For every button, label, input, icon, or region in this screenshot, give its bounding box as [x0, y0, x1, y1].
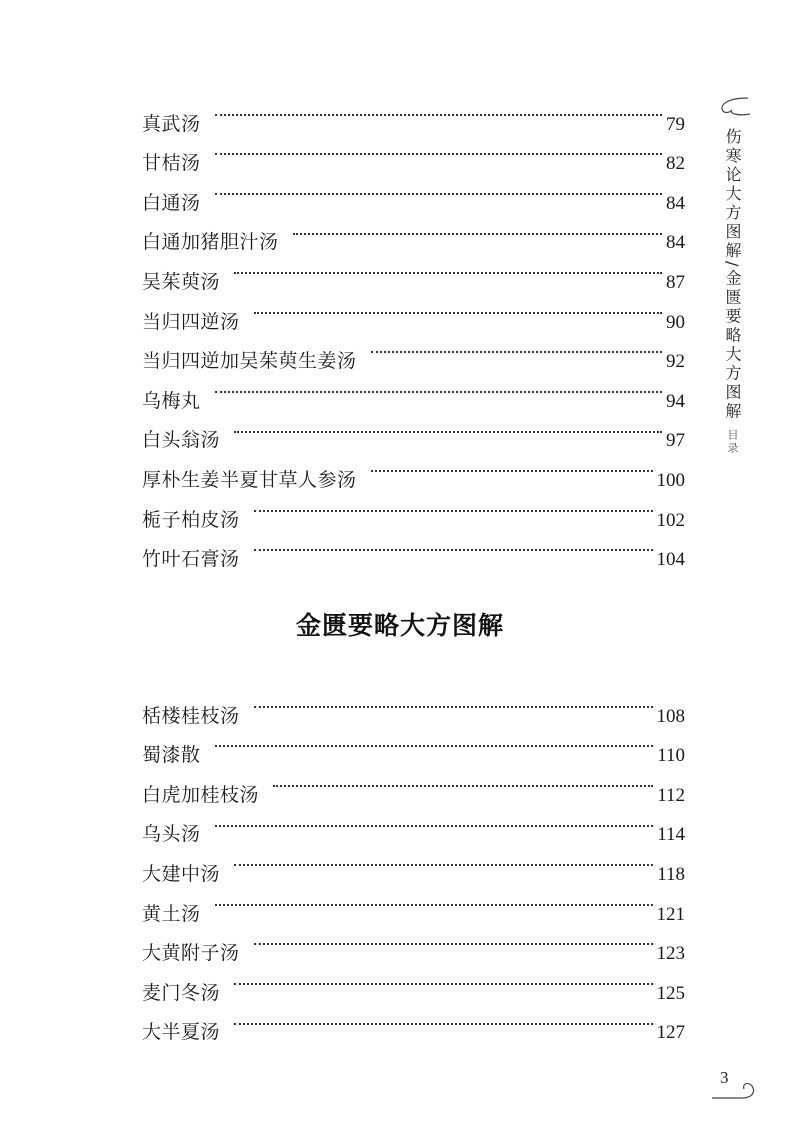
- toc-entry-page: 123: [656, 943, 685, 965]
- toc-entry-title: 白通汤: [142, 191, 201, 214]
- dot-leader: [234, 840, 653, 880]
- toc-entry[interactable]: [142, 130, 685, 175]
- toc-entry-page: 79: [666, 113, 685, 135]
- dot-leader: [254, 682, 653, 722]
- toc-entry[interactable]: [142, 209, 685, 254]
- toc-entry[interactable]: [142, 880, 685, 925]
- dot-leader: [215, 169, 662, 209]
- toc-entry-page: 121: [656, 903, 685, 925]
- section-label: 目录: [726, 429, 739, 456]
- dot-leader: [215, 880, 653, 920]
- toc-entry[interactable]: [142, 446, 685, 491]
- toc-entry-page: 97: [666, 430, 685, 452]
- running-head: [720, 128, 744, 455]
- dot-leader: [234, 407, 662, 447]
- toc-entry-title: 大建中汤: [142, 862, 221, 885]
- toc-entry[interactable]: [142, 761, 685, 806]
- toc-entry-page: 82: [666, 153, 685, 175]
- toc-entry-title: 白头翁汤: [142, 429, 221, 452]
- dot-leader: [371, 446, 653, 486]
- toc-entry[interactable]: [142, 682, 685, 727]
- toc-entry-page: 94: [666, 390, 685, 412]
- toc-entry[interactable]: [142, 801, 685, 846]
- corner-ornament-bottom: [712, 1072, 762, 1102]
- dot-leader: [215, 90, 662, 130]
- dot-leader: [371, 328, 662, 368]
- toc-entry-page: 100: [656, 469, 685, 491]
- toc-entry-page: 104: [656, 549, 685, 571]
- toc-list-part2: [142, 682, 685, 1044]
- dot-leader: [215, 801, 654, 841]
- toc-entry[interactable]: [142, 288, 685, 333]
- toc-entry-title: 当归四逆加吴茱萸生姜汤: [142, 350, 357, 373]
- dot-leader: [215, 722, 654, 762]
- toc-entry-title: 白虎加桂枝汤: [142, 783, 260, 806]
- toc-entry-title: 当归四逆汤: [142, 310, 240, 333]
- corner-ornament-top: [718, 96, 754, 118]
- toc-entry-page: 110: [657, 745, 685, 767]
- toc-entry-title: 甘桔汤: [142, 152, 201, 175]
- toc-entry[interactable]: [142, 999, 685, 1044]
- toc-entry-title: 吴茱萸汤: [142, 270, 221, 293]
- toc-entry-title: 大黄附子汤: [142, 942, 240, 965]
- toc-list-part1: [142, 90, 685, 571]
- dot-leader: [254, 920, 653, 960]
- dot-leader: [254, 288, 662, 328]
- toc-entry-title: 栝楼桂枝汤: [142, 704, 240, 727]
- dot-leader: [234, 248, 662, 288]
- toc-entry[interactable]: [142, 407, 685, 452]
- toc-entry-page: 112: [657, 784, 685, 806]
- toc-entry[interactable]: [142, 169, 685, 214]
- toc-entry-page: 108: [656, 705, 685, 727]
- toc-entry[interactable]: [142, 920, 685, 965]
- toc-entry-page: 84: [666, 192, 685, 214]
- toc-entry-title: 真武汤: [142, 112, 201, 135]
- toc-entry-title: 白通加猪胆汁汤: [142, 231, 279, 254]
- toc-entry-page: 84: [666, 232, 685, 254]
- dot-leader: [293, 209, 662, 249]
- dot-leader: [273, 761, 653, 801]
- toc-entry-page: 90: [666, 311, 685, 333]
- toc-entry-page: 127: [656, 1022, 685, 1044]
- toc-entry-title: 栀子柏皮汤: [142, 508, 240, 531]
- toc-entry-page: 114: [657, 824, 685, 846]
- dot-leader: [215, 367, 662, 407]
- toc-entry-title: 大半夏汤: [142, 1021, 221, 1044]
- toc-entry-title: 厚朴生姜半夏甘草人参汤: [142, 468, 357, 491]
- toc-entry-page: 125: [656, 982, 685, 1004]
- book-title: 伤寒论大方图解/金匮要略大方图解: [723, 128, 742, 422]
- toc-entry-title: 黄土汤: [142, 902, 201, 925]
- toc-entry-title: 麦门冬汤: [142, 981, 221, 1004]
- toc-entry-title: 蜀漆散: [142, 744, 201, 767]
- toc-entry[interactable]: [142, 722, 685, 767]
- toc-entry-title: 乌头汤: [142, 823, 201, 846]
- page-number: 3: [720, 1068, 729, 1087]
- toc-entry[interactable]: [142, 367, 685, 412]
- toc-entry-page: 118: [657, 863, 685, 885]
- toc-entry[interactable]: [142, 90, 685, 135]
- toc-entry-page: 102: [656, 509, 685, 531]
- dot-leader: [234, 999, 652, 1039]
- toc-entry-page: 87: [666, 271, 685, 293]
- toc-entry-title: 竹叶石膏汤: [142, 548, 240, 571]
- dot-leader: [234, 959, 652, 999]
- toc-entry-page: 92: [666, 351, 685, 373]
- dot-leader: [254, 526, 653, 566]
- section-title: 金匮要略大方图解: [295, 611, 504, 640]
- dot-leader: [254, 486, 653, 526]
- toc-entry[interactable]: [142, 840, 685, 885]
- dot-leader: [215, 130, 662, 170]
- toc-entry-title: 乌梅丸: [142, 389, 201, 412]
